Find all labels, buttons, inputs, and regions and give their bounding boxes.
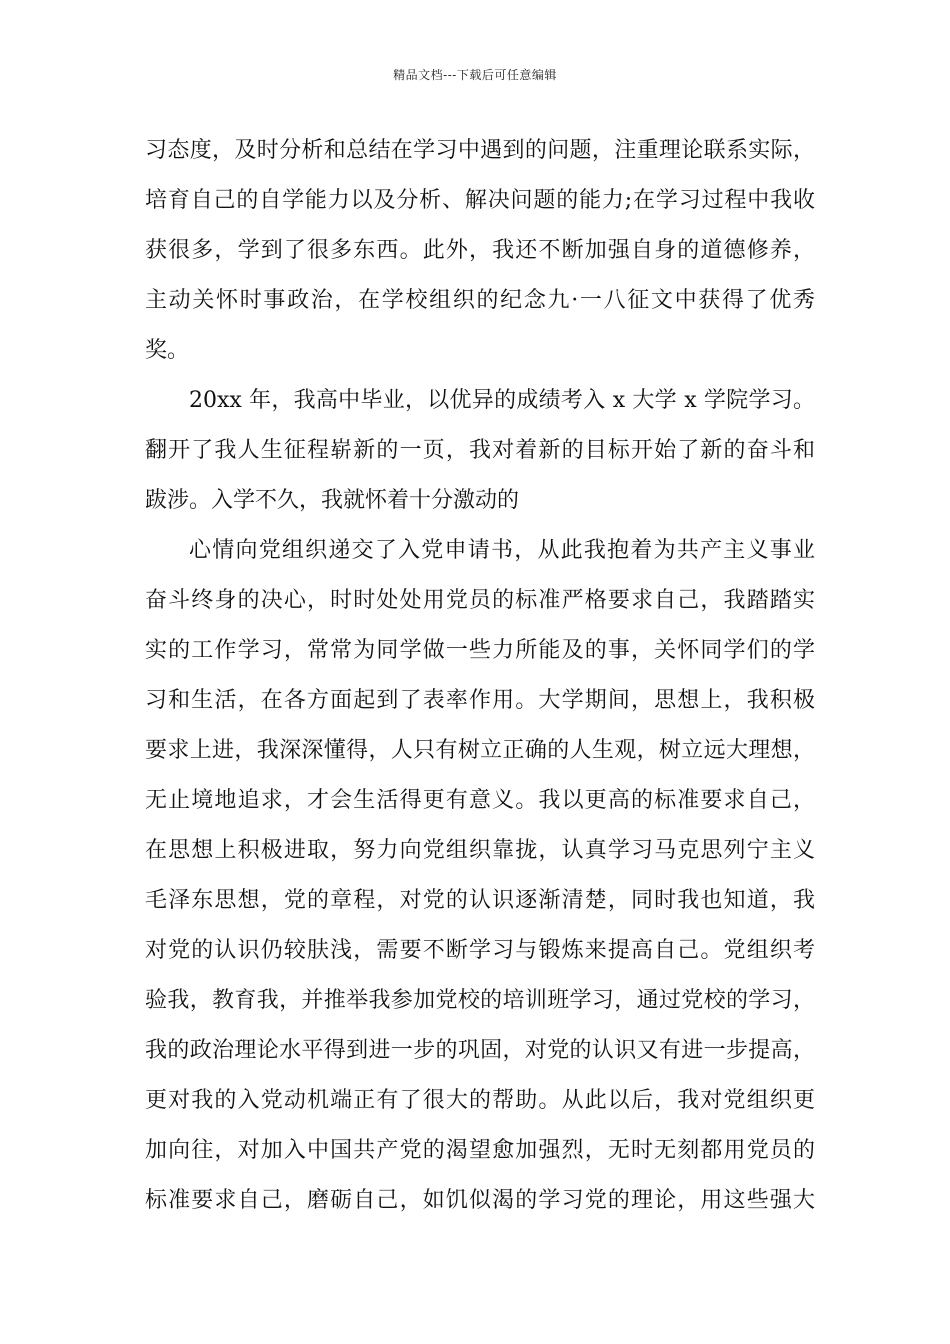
text-line: 对党的认识仍较肤浅，需要不断学习与锻炼来提高自己。党组织考 [145, 938, 815, 963]
text-line: 标准要求自己，磨砺自己，如饥似渴的学习党的理论，用这些强大 [145, 1188, 815, 1213]
text-line: 加向往，对加入中国共产党的渴望愈加强烈，无时无刻都用党员的 [145, 1138, 815, 1163]
text-line: 习和生活，在各方面起到了表率作用。大学期间，思想上，我积极 [145, 688, 815, 713]
text-line: 培育自己的自学能力以及分析、解决问题的能力;在学习过程中我收 [145, 188, 815, 213]
text-line: 更对我的入党动机端正有了很大的帮助。从此以后，我对党组织更 [145, 1088, 815, 1113]
text-line: 无止境地追求，才会生活得更有意义。我以更高的标准要求自己， [145, 788, 815, 813]
text-line: 奖。 [145, 338, 190, 363]
text-line: 主动关怀时事政治，在学校组织的纪念九·一八征文中获得了优秀 [145, 288, 815, 313]
text-line: 20xx 年，我高中毕业，以优异的成绩考入 x 大学 x 学院学习。 [189, 388, 815, 413]
paragraph-2 [145, 376, 815, 526]
text-line: 跋涉。入学不久，我就怀着十分激动的 [145, 488, 520, 513]
text-line: 奋斗终身的决心，时时处处用党员的标准严格要求自己，我踏踏实 [145, 588, 815, 613]
text-line: 在思想上积极进取，努力向党组织靠拢，认真学习马克思列宁主义 [145, 838, 815, 863]
page-header: 精品文档---下载后可任意编辑 [393, 68, 557, 82]
text-line: 我的政治理论水平得到进一步的巩固，对党的认识又有进一步提高， [145, 1038, 815, 1063]
paragraph-3 [145, 526, 815, 1226]
paragraph-1 [145, 126, 815, 376]
text-line: 习态度，及时分析和总结在学习中遇到的问题，注重理论联系实际， [145, 138, 815, 163]
text-line: 验我，教育我，并推举我参加党校的培训班学习，通过党校的学习， [145, 988, 815, 1013]
text-line: 获很多，学到了很多东西。此外，我还不断加强自身的道德修养， [145, 238, 815, 263]
text-line: 实的工作学习，常常为同学做一些力所能及的事，关怀同学们的学 [145, 638, 815, 663]
text-line: 翻开了我人生征程崭新的一页，我对着新的目标开始了新的奋斗和 [145, 438, 815, 463]
text-line: 毛泽东思想，党的章程，对党的认识逐渐清楚，同时我也知道，我 [145, 888, 815, 913]
document-body [145, 126, 815, 1226]
text-line: 要求上进，我深深懂得，人只有树立正确的人生观，树立远大理想， [145, 738, 815, 763]
text-line: 心情向党组织递交了入党申请书，从此我抱着为共产主义事业 [189, 538, 815, 563]
